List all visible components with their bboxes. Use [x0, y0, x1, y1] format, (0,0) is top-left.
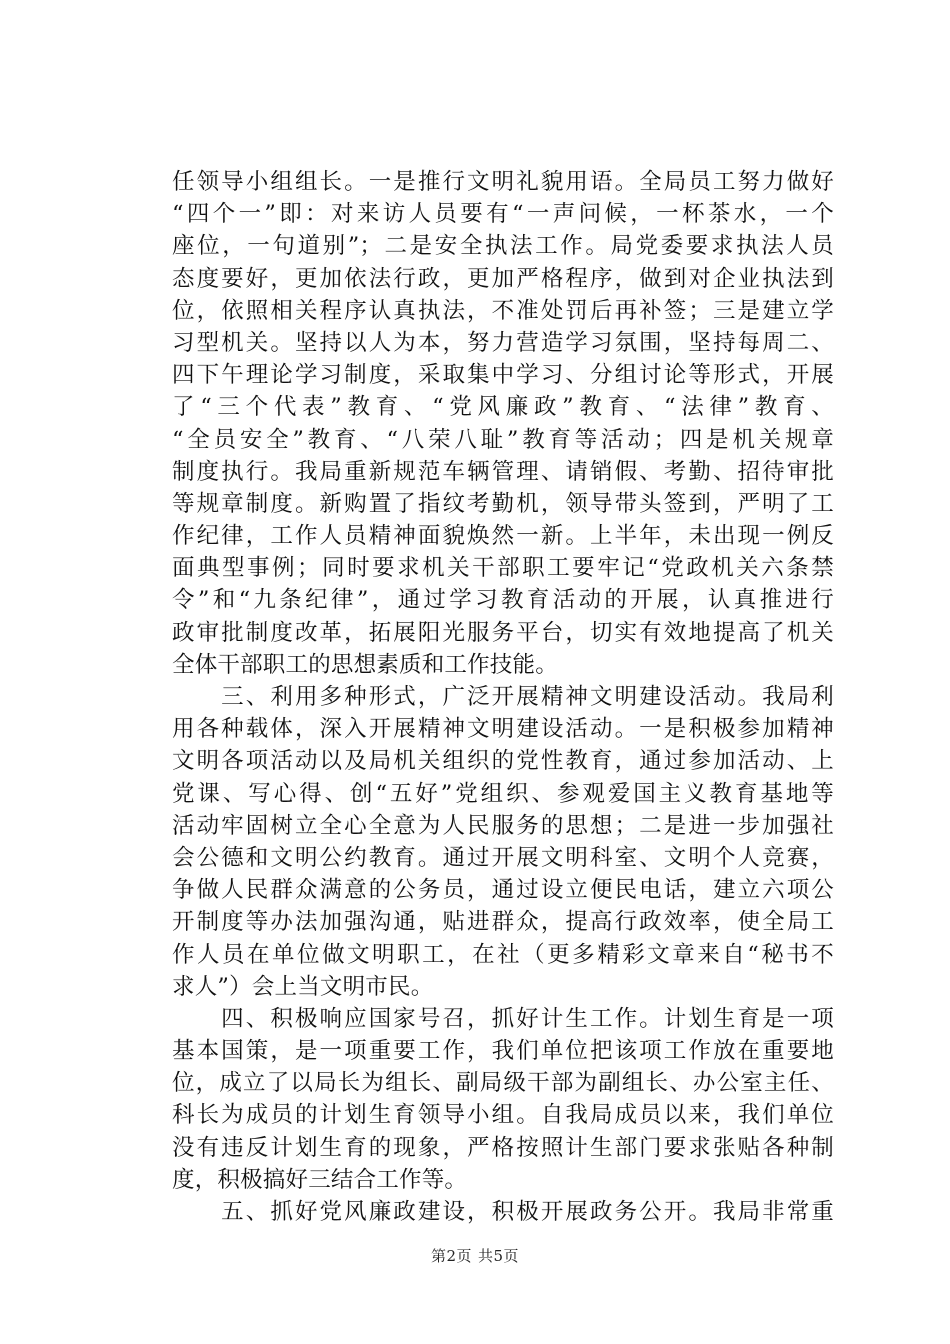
paragraph-last-line: 度，积极搞好三结合工作等。: [172, 1166, 468, 1193]
text-line: 作人员在单位做文明职工，在社（更多精彩文章来自“秘书不: [172, 941, 834, 968]
text-line: 文明各项活动以及局机关组织的党性教育，通过参加活动、上: [172, 748, 834, 775]
paragraph-last-line: 求人”）会上当文明市民。: [172, 973, 434, 1000]
text-line: 座位，一句道别”；二是安全执法工作。局党委要求执法人员: [172, 233, 834, 260]
text-line: 三、利用多种形式，广泛开展精神文明建设活动。我局利: [172, 684, 834, 710]
text-line: 习型机关。坚持以人为本，努力营造学习氛围，坚持每周二、: [172, 329, 834, 356]
text-line: 令”和“九条纪律”，通过学习教育活动的开展，认真推进行: [172, 587, 834, 614]
text-line: 没有违反计划生育的现象，严格按照计生部门要求张贴各种制: [172, 1134, 834, 1161]
text-line: 面典型事例；同时要求机关干部职工要牢记“党政机关六条禁: [172, 555, 834, 582]
text-line: 等规章制度。新购置了指纹考勤机，领导带头签到，严明了工: [172, 490, 834, 517]
text-line: 态度要好，更加依法行政，更加严格程序，做到对企业执法到: [172, 265, 834, 292]
text-line: 会公德和文明公约教育。通过开展文明科室、文明个人竞赛，: [172, 844, 834, 871]
text-line: 四下午理论学习制度，采取集中学习、分组讨论等形式，开展: [172, 362, 834, 389]
body-text: [172, 166, 834, 1228]
text-line: 科长为成员的计划生育领导小组。自我局成员以来，我们单位: [172, 1102, 834, 1129]
text-line: 四、积极响应国家号召，抓好计生工作。计划生育是一项: [172, 1005, 834, 1032]
page-total: 共5页: [478, 1247, 520, 1265]
text-line: 开制度等办法加强沟通，贴进群众，提高行政效率，使全局工: [172, 909, 834, 936]
page-footer: [0, 1245, 950, 1266]
text-line: “四个一”即：对来访人员要有“一声问候，一杯茶水，一个: [172, 201, 834, 228]
text-line: 作纪律，工作人员精神面貌焕然一新。上半年，未出现一例反: [172, 523, 834, 550]
text-line: 制度执行。我局重新规范车辆管理、请销假、考勤、招待审批: [172, 458, 834, 485]
text-line: 基本国策，是一项重要工作，我们单位把该项工作放在重要地: [172, 1038, 834, 1065]
text-line: 位，依照相关程序认真执法，不准处罚后再补签；三是建立学: [172, 297, 834, 324]
paragraph-last-line: 全体干部职工的思想素质和工作技能。: [172, 651, 558, 678]
text-line: 五、抓好党风廉政建设，积极开展政务公开。我局非常重: [172, 1199, 834, 1225]
text-line: 党课、写心得、创“五好”党组织、参观爱国主义教育基地等: [172, 780, 834, 807]
text-line: 位，成立了以局长为组长、副局级干部为副组长、办公室主任、: [172, 1070, 834, 1097]
text-line: 活动牢固树立全心全意为人民服务的思想；二是进一步加强社: [172, 812, 834, 839]
text-line: 用各种载体，深入开展精神文明建设活动。一是积极参加精神: [172, 716, 834, 743]
text-line: 了“三个代表”教育、“党风廉政”教育、“法律”教育、: [172, 394, 834, 421]
text-line: 任领导小组组长。一是推行文明礼貌用语。全局员工努力做好: [172, 169, 834, 195]
text-line: 政审批制度改革，拓展阳光服务平台，切实有效地提高了机关: [172, 619, 834, 646]
text-line: “全员安全”教育、“八荣八耻”教育等活动；四是机关规章: [172, 426, 834, 453]
text-line: 争做人民群众满意的公务员，通过设立便民电话，建立六项公: [172, 877, 834, 904]
page-number: 第2页: [430, 1247, 472, 1265]
